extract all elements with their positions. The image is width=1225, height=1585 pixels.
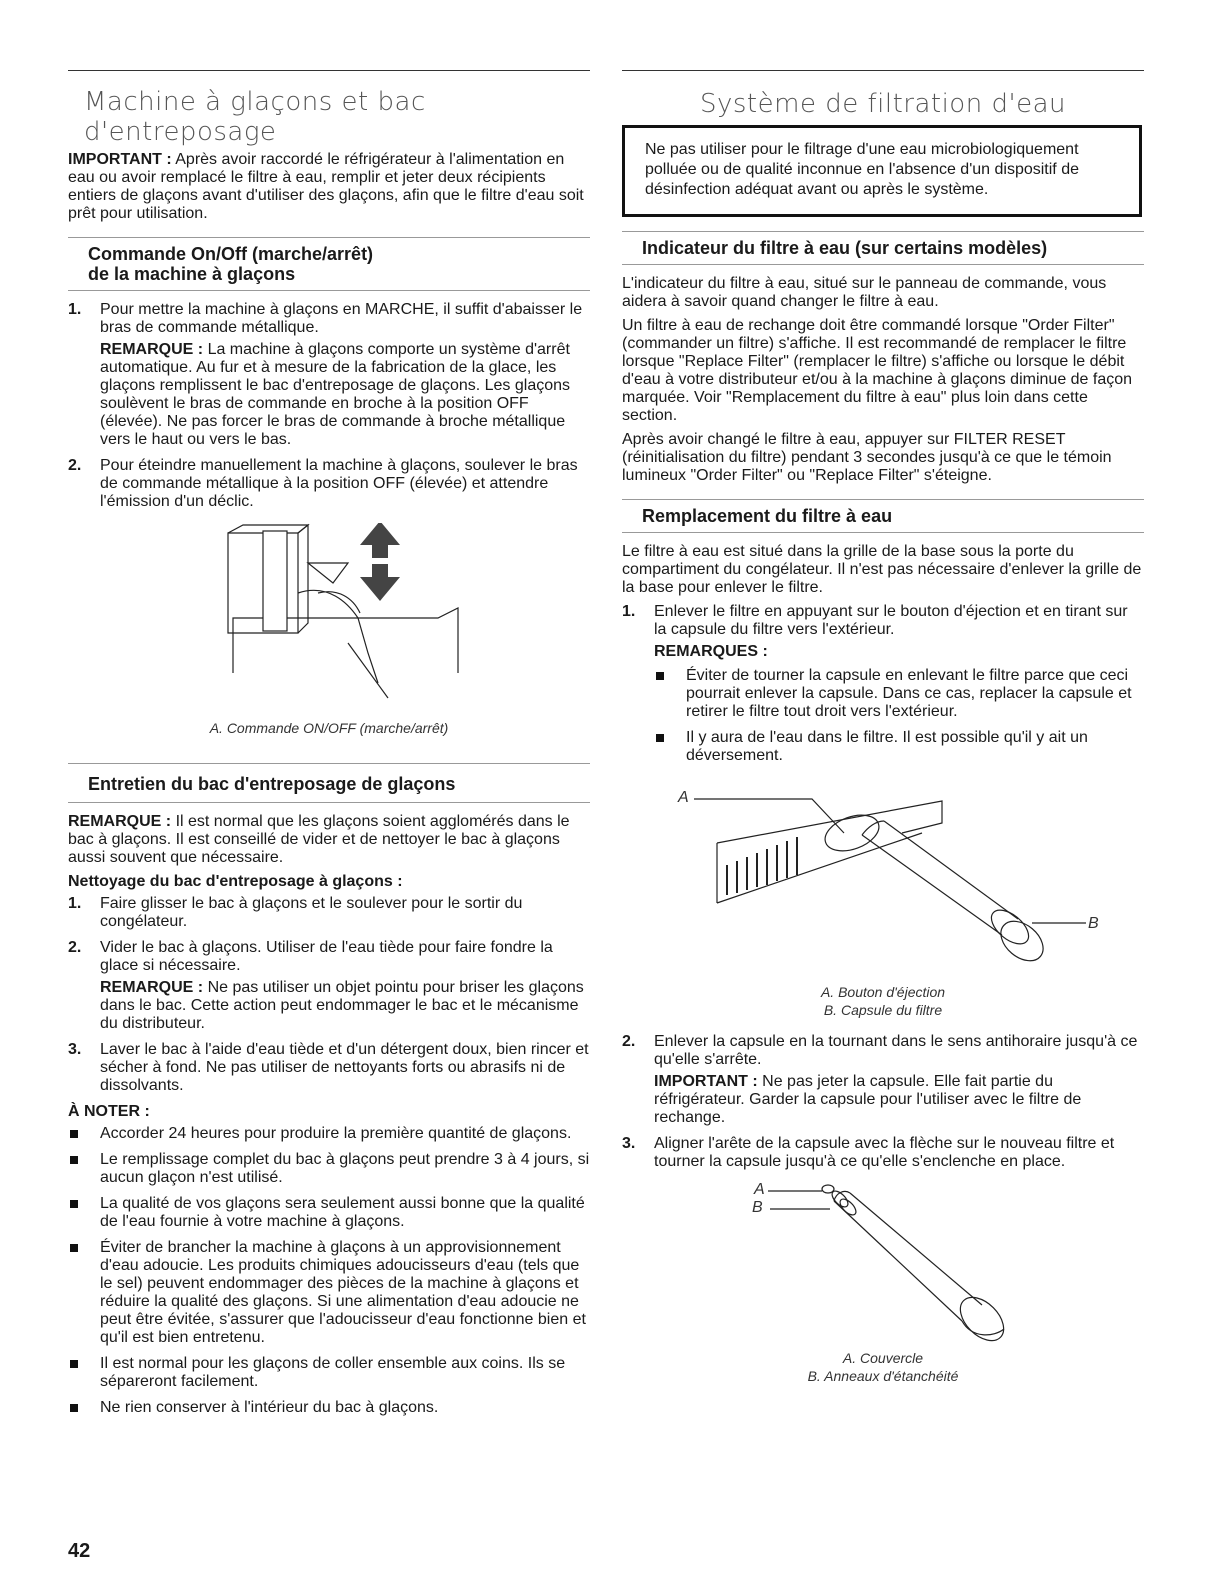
ice-maker-illustration <box>68 523 590 713</box>
remarque-text: Il est normal que les glaçons soient agglomérés dans le bac à glaçons. Il est conseillé de vider et de nettoyer le bac à glaçons aussi souvent que nécessaire. <box>68 813 570 866</box>
bullet-square-icon <box>70 1130 78 1138</box>
remarque-bullet <box>654 667 1144 721</box>
indicator-paragraph-1: L'indicateur du filtre à eau, situé sur le panneau de commande, vous aidera à savoir quand changer le filtre à eau. <box>622 275 1107 310</box>
important-label: IMPORTANT : <box>654 1073 758 1090</box>
section-heading-onoff-line2: de la machine à glaçons <box>88 264 296 284</box>
note-bullet <box>68 1399 590 1417</box>
right-column <box>622 70 1144 1385</box>
bullet-text: Il y aura de l'eau dans le filtre. Il est possible qu'il y ait un déversement. <box>686 729 1088 764</box>
note-bullet <box>68 1195 590 1231</box>
replace-step-2 <box>622 1033 1144 1127</box>
step-number: 1. <box>622 603 636 620</box>
replacement-intro: Le filtre à eau est situé dans la grille de la base sous la porte du compartiment du congélateur. Il n'est pas nécessaire d'enlever la grille de la base pour enlever le filtre. <box>622 543 1142 596</box>
figure-label-b: B <box>1088 915 1099 932</box>
figure-2-caption-b: B. Capsule du filtre <box>823 1002 943 1018</box>
replace-step-3 <box>622 1135 1144 1171</box>
bullet-text: Il est normal pour les glaçons de coller ensemble aux coins. Ils se sépareront facilement. <box>100 1355 566 1390</box>
bullet-text: La qualité de vos glaçons sera seulement aussi bonne que la qualité de l'eau fournie à votre machine à glaçons. <box>100 1195 585 1230</box>
figure-3-caption-a: A. Couvercle <box>842 1350 924 1366</box>
step-note <box>100 341 590 449</box>
step-text: Enlever la capsule en la tournant dans le sens antihoraire jusqu'à ce qu'elle s'arrête. <box>654 1033 1138 1068</box>
section-heading-onoff-line1: Commande On/Off (marche/arrêt) <box>88 244 374 264</box>
important-paragraph <box>68 151 590 223</box>
ice-maker-title: Machine à glaçons et bac d'entreposage <box>84 87 426 147</box>
step-important <box>654 1073 1144 1127</box>
step-note <box>100 979 590 1033</box>
bullet-square-icon <box>70 1156 78 1164</box>
section-heading-entretien: Entretien du bac d'entreposage de glaçons <box>68 763 590 803</box>
bullet-square-icon <box>70 1360 78 1368</box>
step-number: 2. <box>68 939 82 956</box>
ice-maker-figure <box>68 523 590 713</box>
clean-step-2 <box>68 939 590 1033</box>
figure-3-caption-b: B. Anneaux d'étanchéité <box>807 1368 959 1384</box>
step-number: 3. <box>622 1135 636 1152</box>
left-column <box>68 70 590 1425</box>
replace-step-1 <box>622 603 1144 765</box>
bullet-square-icon <box>70 1200 78 1208</box>
remarque-label: REMARQUE : <box>68 813 172 830</box>
note-text: La machine à glaçons comporte un système d'arrêt automatique. Au fur et à mesure de la fabrication de la glace, les glaçons remplissent le bac d'entreposage de glaçons. Les glaçons soulèvent le bras de commande en broche à la position OFF (élevée). Ne pas forcer le bras de commande à broche métallique vers le haut ou vers le bas. <box>100 341 571 448</box>
warning-box: Ne pas utiliser pour le filtrage d'une eau microbiologiquement polluée ou de qualité inconnue en l'absence d'un dispositif de désinfection adéquat avant ou après le système. <box>622 125 1142 217</box>
new-filter-illustration <box>622 1179 1144 1349</box>
bullet-text: Éviter de brancher la machine à glaçons à un approvisionnement d'eau adoucie. Les produits chimiques adoucisseurs d'eau (tels que le sel) peuvent endommager des pièces de la machine à glaçons et réduire la qualité des glaçons. Si une alimentation d'eau adoucie ne peut être évitée, s'assurer que l'adoucisseur d'eau fonctionne bien et qu'il est bien entretenu. <box>100 1239 586 1346</box>
onoff-step-1 <box>68 301 590 449</box>
a-noter-heading: À NOTER : <box>68 1103 150 1120</box>
note-bullet <box>68 1239 590 1347</box>
top-rule-left <box>68 70 590 71</box>
clean-step-1 <box>68 895 590 931</box>
figure-label-b: B <box>752 1199 763 1216</box>
step-text: Pour mettre la machine à glaçons en MARCHE, il suffit d'abaisser le bras de commande métallique. <box>100 301 583 336</box>
important-label: IMPORTANT : <box>68 151 172 168</box>
remarque-paragraph <box>68 813 590 867</box>
note-text: Ne pas utiliser un objet pointu pour briser les glaçons dans le bac. Cette action peut endommager le bac et le mécanisme du distributeur. <box>100 979 584 1032</box>
new-filter-figure <box>622 1179 1144 1349</box>
onoff-step-2 <box>68 457 590 511</box>
step-number: 2. <box>68 457 82 474</box>
bullet-square-icon <box>70 1404 78 1412</box>
filter-removal-figure <box>622 773 1144 983</box>
step-number: 1. <box>68 301 82 318</box>
note-bullet <box>68 1355 590 1391</box>
bullet-square-icon <box>656 734 664 742</box>
section-heading-replacement: Remplacement du filtre à eau <box>622 499 1144 533</box>
note-bullet <box>68 1125 590 1143</box>
indicator-paragraph-2: Un filtre à eau de rechange doit être commandé lorsque "Order Filter" (commander un filtre) s'affiche. Il est recommandé de remplacer le filtre lorsque "Replace Filter" (remplacer le filtre) s'affiche ou lorsque le débit d'eau à votre distributeur et/ou à la machine à glaçons diminue de façon marquée. Voir "Remplacement du filtre à eau" plus loin dans cette section. <box>622 317 1133 424</box>
step-text: Pour éteindre manuellement la machine à glaçons, soulever le bras de commande métallique à la position OFF (élevée) et attendre l'émission d'un déclic. <box>100 457 578 510</box>
note-label: REMARQUE : <box>100 979 204 996</box>
figure-1-caption: A. Commande ON/OFF (marche/arrêt) <box>209 720 449 736</box>
bullet-square-icon <box>656 672 664 680</box>
bullet-square-icon <box>70 1244 78 1252</box>
clean-step-3 <box>68 1041 590 1095</box>
step-number: 1. <box>68 895 82 912</box>
note-bullet <box>68 1151 590 1187</box>
bullet-text: Accorder 24 heures pour produire la première quantité de glaçons. <box>100 1125 572 1142</box>
remarque-bullet <box>654 729 1144 765</box>
filter-removal-illustration <box>622 773 1144 983</box>
section-heading-indicator: Indicateur du filtre à eau (sur certains modèles) <box>622 231 1144 265</box>
note-label: REMARQUE : <box>100 341 204 358</box>
remarques-label: REMARQUES : <box>654 643 768 660</box>
step-text: Enlever le filtre en appuyant sur le bouton d'éjection et en tirant sur la capsule du filtre vers l'extérieur. <box>654 603 1128 638</box>
figure-label-a: A <box>754 1181 765 1198</box>
step-number: 2. <box>622 1033 636 1050</box>
bullet-text: Éviter de tourner la capsule en enlevant le filtre parce que ceci pourrait enlever la capsule. Dans ce cas, replacer la capsule et retirer le filtre tout droit vers l'extérieur. <box>686 667 1132 720</box>
bullet-text: Le remplissage complet du bac à glaçons peut prendre 3 à 4 jours, si aucun glaçon n'est utilisé. <box>100 1151 590 1186</box>
step-text: Aligner l'arête de la capsule avec la flèche sur le nouveau filtre et tourner la capsule jusqu'à ce qu'elle s'enclenche en place. <box>654 1135 1115 1170</box>
filtration-title: Système de filtration d'eau <box>699 89 1067 119</box>
step-text: Vider le bac à glaçons. Utiliser de l'eau tiède pour faire fondre la glace si nécessaire. <box>100 939 553 974</box>
section-heading-onoff <box>68 237 590 291</box>
step-number: 3. <box>68 1041 82 1058</box>
step-text: Laver le bac à l'aide d'eau tiède et d'un détergent doux, bien rincer et sécher à fond. Ne pas utiliser de nettoyants forts ou abrasifs ni de dissolvants. <box>100 1041 589 1094</box>
step-text: Faire glisser le bac à glaçons et le soulever pour le sortir du congélateur. <box>100 895 523 930</box>
nettoyage-heading: Nettoyage du bac d'entreposage à glaçons : <box>68 873 403 890</box>
bullet-text: Ne rien conserver à l'intérieur du bac à glaçons. <box>100 1399 439 1416</box>
page-number: 42 <box>68 1540 91 1562</box>
indicator-paragraph-3: Après avoir changé le filtre à eau, appuyer sur FILTER RESET (réinitialisation du filtre) pendant 3 secondes jusqu'à ce que le témoin lumineux "Order Filter" ou "Replace Filter" s'éteigne. <box>622 431 1112 484</box>
top-rule-right <box>622 70 1144 71</box>
important-text: Après avoir raccordé le réfrigérateur à l'alimentation en eau ou avoir remplacé le filtre à eau, remplir et jeter deux récipients entiers de glaçons avant d'utiliser des glaçons, afin que le filtre d'eau soit prêt pour utilisation. <box>68 151 584 222</box>
figure-2-caption-a: A. Bouton d'éjection <box>820 984 946 1000</box>
important-text: Ne pas jeter la capsule. Elle fait partie du réfrigérateur. Garder la capsule pour l'utiliser avec le filtre de rechange. <box>654 1073 1082 1126</box>
figure-label-a: A <box>678 789 689 806</box>
